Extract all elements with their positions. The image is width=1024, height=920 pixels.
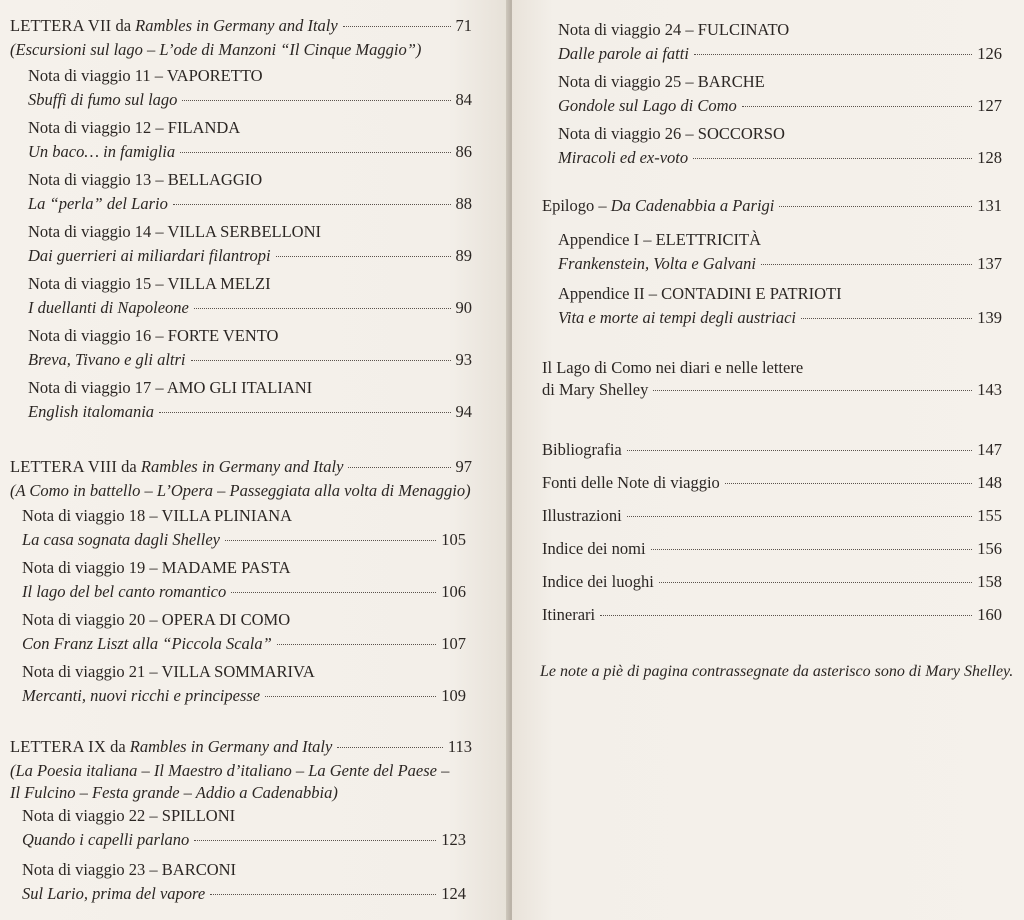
note-subtitle: English italomania: [28, 402, 155, 421]
toc-entry: [542, 473, 1002, 493]
lettera-subtitle-2: Il Fulcino – Festa grande – Addio a Cadenabbia): [10, 783, 338, 802]
lettera-subtitle-1: (La Poesia italiana – Il Maestro d’italiano – La Gente del Paese –: [10, 761, 450, 780]
leader-dots: [180, 152, 450, 153]
lettera-subtitle: (A Como in battello – L’Opera – Passeggiata alla volta di Menaggio): [10, 481, 471, 500]
entry-label: Fonti delle Note di viaggio: [542, 473, 720, 492]
leader-dots: [159, 412, 450, 413]
note-subtitle-line: [558, 44, 1002, 64]
page-number: 127: [977, 96, 1002, 115]
note-title: Nota di viaggio 20 – OPERA DI COMO: [22, 610, 291, 629]
page-number: 126: [977, 44, 1002, 63]
note-title: Nota di viaggio 25 – BARCHE: [558, 72, 765, 91]
note-title: Nota di viaggio 23 – BARCONI: [22, 860, 237, 879]
page-number: 131: [977, 196, 1002, 215]
page-number: 113: [447, 737, 472, 756]
page-number: 155: [977, 506, 1002, 525]
epilogo-title: Da Cadenabbia a Parigi: [610, 196, 775, 215]
page-number: 123: [441, 830, 466, 849]
page-number: 160: [977, 605, 1002, 624]
leader-dots: [225, 540, 436, 541]
note-subtitle: Vita e morte ai tempi degli austriaci: [558, 308, 796, 327]
page-number: 147: [977, 440, 1002, 459]
diari-line-1: Il Lago di Como nei diari e nelle lettere: [542, 358, 804, 377]
lettera-connector: da: [105, 737, 130, 756]
note-title: Nota di viaggio 21 – VILLA SOMMARIVA: [22, 662, 315, 681]
note-subtitle: La casa sognata dagli Shelley: [22, 530, 220, 549]
toc-entry-lettera-viii: [10, 457, 472, 477]
page-number: 86: [455, 142, 472, 161]
toc-entry-epilogo: [542, 196, 1002, 216]
page-number: 93: [455, 350, 472, 369]
note-subtitle: Gondole sul Lago di Como: [558, 96, 737, 115]
toc-entry: [542, 440, 1002, 460]
note-subtitle-line: [28, 90, 472, 110]
note-subtitle-line: [22, 582, 466, 602]
entry-label: Illustrazioni: [542, 506, 622, 525]
leader-dots: [337, 747, 443, 748]
page-number: 71: [455, 16, 472, 35]
toc-entry: [542, 506, 1002, 526]
lettera-label: LETTERA VII: [10, 16, 112, 35]
leader-dots: [276, 256, 451, 257]
note-subtitle-line: [28, 402, 472, 422]
note-subtitle: Sbuffi di fumo sul lago: [28, 90, 178, 109]
note-title: Nota di viaggio 11 – VAPORETTO: [28, 66, 263, 85]
leader-dots: [343, 26, 451, 27]
leader-dots: [761, 264, 972, 265]
toc-entry-lettera-vii: [10, 16, 472, 36]
note-subtitle-line: [558, 254, 1002, 274]
note-subtitle: Con Franz Liszt alla “Piccola Scala”: [22, 634, 272, 653]
leader-dots: [194, 840, 436, 841]
note-subtitle-line: [28, 142, 472, 162]
right-page: [512, 0, 1024, 920]
page-number: 139: [977, 308, 1002, 327]
note-subtitle: Sul Lario, prima del vapore: [22, 884, 206, 903]
leader-dots: [779, 206, 972, 207]
leader-dots: [600, 615, 972, 616]
note-title: Nota di viaggio 18 – VILLA PLINIANA: [22, 506, 293, 525]
entry-label: Indice dei luoghi: [542, 572, 654, 591]
lettera-subtitle: (Escursioni sul lago – L’ode di Manzoni “Il Cinque Maggio”): [10, 40, 422, 59]
note-title: Appendice I – ELETTRICITÀ: [558, 230, 761, 249]
page-number: 105: [441, 530, 466, 549]
lettera-connector: da: [111, 16, 136, 35]
note-subtitle: Dai guerrieri ai miliardari filantropi: [28, 246, 271, 265]
note-title: Nota di viaggio 15 – VILLA MELZI: [28, 274, 271, 293]
lettera-label: LETTERA IX: [10, 737, 106, 756]
note-subtitle-line: [22, 530, 466, 550]
note-subtitle: Frankenstein, Volta e Galvani: [558, 254, 756, 273]
note-subtitle-line: [28, 350, 472, 370]
toc-entry-lettera-ix: [10, 737, 472, 757]
leader-dots: [277, 644, 436, 645]
note-subtitle-line: [558, 96, 1002, 116]
lettera-source: Rambles in Germany and Italy: [135, 16, 338, 35]
page-number: 107: [441, 634, 466, 653]
page-number: 128: [977, 148, 1002, 167]
toc-entry: [542, 605, 1002, 625]
note-subtitle: Quando i capelli parlano: [22, 830, 190, 849]
note-title: Nota di viaggio 26 – SOCCORSO: [558, 124, 785, 143]
leader-dots: [348, 467, 450, 468]
leader-dots: [651, 549, 973, 550]
lettera-connector: da: [117, 457, 141, 476]
leader-dots: [653, 390, 972, 391]
leader-dots: [627, 516, 973, 517]
leader-dots: [725, 483, 972, 484]
entry-label: Indice dei nomi: [542, 539, 646, 558]
note-subtitle-line: [22, 634, 466, 654]
leader-dots: [265, 696, 436, 697]
note-subtitle: I duellanti di Napoleone: [28, 298, 189, 317]
leader-dots: [742, 106, 972, 107]
page-number: 84: [455, 90, 472, 109]
leader-dots: [191, 360, 451, 361]
leader-dots: [659, 582, 972, 583]
epilogo-label: Epilogo –: [542, 196, 611, 215]
page-number: 156: [977, 539, 1002, 558]
toc-entry: [542, 539, 1002, 559]
page-number: 109: [441, 686, 466, 705]
note-subtitle: Un baco… in famiglia: [28, 142, 176, 161]
lettera-source: Rambles in Germany and Italy: [140, 457, 344, 476]
leader-dots: [182, 100, 450, 101]
note-subtitle: Miracoli ed ex-voto: [558, 148, 689, 167]
note-subtitle: Dalle parole ai fatti: [558, 44, 689, 63]
note-title: Nota di viaggio 14 – VILLA SERBELLONI: [28, 222, 322, 241]
note-subtitle-line: [22, 884, 466, 904]
leader-dots: [694, 54, 972, 55]
note-subtitle-line: [28, 194, 472, 214]
note-title: Appendice II – CONTADINI E PATRIOTI: [558, 284, 842, 303]
toc-entry-diari: [542, 380, 1002, 400]
toc-entry: [542, 572, 1002, 592]
footnote-text: Le note a piè di pagina contrassegnate da asterisco sono di Mary Shelley.: [540, 663, 1014, 680]
diari-line-2: di Mary Shelley: [542, 380, 649, 399]
page-number: 94: [455, 402, 472, 421]
note-title: Nota di viaggio 13 – BELLAGGIO: [28, 170, 263, 189]
page-number: 148: [977, 473, 1002, 492]
left-page: [0, 0, 510, 920]
page-number: 106: [441, 582, 466, 601]
note-subtitle: Il lago del bel canto romantico: [22, 582, 227, 601]
note-subtitle-line: [558, 148, 1002, 168]
note-subtitle-line: [22, 686, 466, 706]
lettera-source: Rambles in Germany and Italy: [129, 737, 333, 756]
note-subtitle-line: [28, 246, 472, 266]
note-title: Nota di viaggio 12 – FILANDA: [28, 118, 241, 137]
page-number: 89: [455, 246, 472, 265]
leader-dots: [173, 204, 451, 205]
leader-dots: [231, 592, 436, 593]
entry-label: Bibliografia: [542, 440, 622, 459]
page-number: 143: [977, 380, 1002, 399]
note-title: Nota di viaggio 17 – AMO GLI ITALIANI: [28, 378, 313, 397]
leader-dots: [210, 894, 436, 895]
note-subtitle: La “perla” del Lario: [28, 194, 168, 213]
page-number: 88: [455, 194, 472, 213]
page-number: 137: [977, 254, 1002, 273]
page-number: 97: [455, 457, 472, 476]
note-title: Nota di viaggio 24 – FULCINATO: [558, 20, 790, 39]
page-number: 158: [977, 572, 1002, 591]
page-number: 90: [455, 298, 472, 317]
leader-dots: [801, 318, 972, 319]
note-subtitle-line: [22, 830, 466, 850]
note-subtitle: Breva, Tivano e gli altri: [28, 350, 186, 369]
note-title: Nota di viaggio 16 – FORTE VENTO: [28, 326, 279, 345]
note-title: Nota di viaggio 19 – MADAME PASTA: [22, 558, 291, 577]
note-subtitle-line: [558, 308, 1002, 328]
page-number: 124: [441, 884, 466, 903]
note-subtitle: Mercanti, nuovi ricchi e principesse: [22, 686, 261, 705]
leader-dots: [693, 158, 972, 159]
leader-dots: [627, 450, 973, 451]
lettera-label: LETTERA VIII: [10, 457, 118, 476]
leader-dots: [194, 308, 451, 309]
note-subtitle-line: [28, 298, 472, 318]
entry-label: Itinerari: [542, 605, 596, 624]
note-title: Nota di viaggio 22 – SPILLONI: [22, 806, 236, 825]
